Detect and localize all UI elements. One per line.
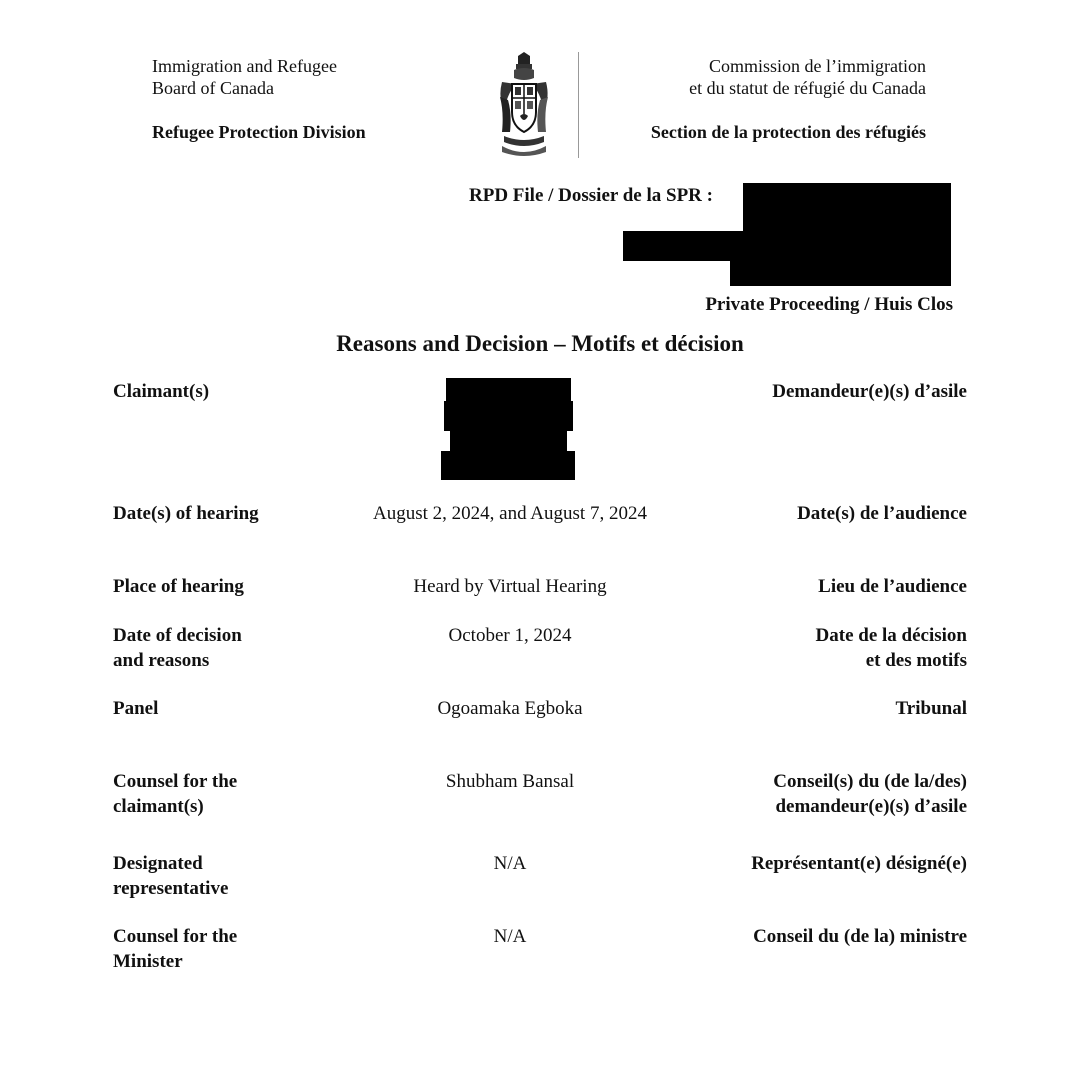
- file-number-label: RPD File / Dossier de la SPR :: [469, 185, 713, 206]
- redacted-file-number: [743, 183, 951, 233]
- redacted-file-number-3: [730, 259, 951, 286]
- designated-rep-label-fr: Représentant(e) désigné(e): [751, 853, 967, 874]
- hearing-place-value: Heard by Virtual Hearing: [413, 576, 607, 597]
- private-proceeding-label: Private Proceeding / Huis Clos: [705, 294, 953, 315]
- redacted-claimant-1: [446, 378, 571, 403]
- minister-counsel-label-fr: Conseil du (de la) ministre: [753, 926, 967, 947]
- board-name-fr-line1: Commission de l’immigration: [709, 56, 926, 76]
- claimants-label-fr: Demandeur(e)(s) d’asile: [772, 381, 967, 402]
- board-name-en-line2: Board of Canada: [152, 78, 274, 98]
- board-name-en: [152, 55, 337, 99]
- claimant-counsel-value: Shubham Bansal: [445, 771, 575, 792]
- redacted-file-number-2: [623, 231, 951, 261]
- claimants-label-en: Claimant(s): [113, 381, 210, 402]
- claimant-counsel-label-fr-line1: Conseil(s) du (de la/des): [773, 771, 967, 792]
- decision-date-label-fr-line2: et des motifs: [865, 650, 967, 671]
- panel-label-en: Panel: [113, 698, 159, 719]
- canada-coat-of-arms-icon: [498, 52, 550, 157]
- hearing-dates-label-en: Date(s) of hearing: [113, 503, 259, 524]
- decision-date-label-en: [113, 623, 333, 673]
- minister-counsel-label-en: [113, 924, 333, 974]
- redacted-claimant-3: [450, 429, 567, 453]
- board-name-fr-line2: et du statut de réfugié du Canada: [689, 78, 926, 98]
- decision-date-label-fr: [647, 623, 967, 673]
- designated-rep-label-en-line2: representative: [113, 878, 229, 899]
- minister-counsel-label-en-line1: Counsel for the: [113, 926, 238, 947]
- panel-label-fr: Tribunal: [895, 698, 967, 719]
- claimant-counsel-label-fr: [647, 769, 967, 819]
- redacted-claimant-4: [441, 451, 575, 480]
- decision-date-label-en-line1: Date of decision: [113, 625, 242, 646]
- minister-counsel-value: N/A: [493, 926, 527, 947]
- board-name-en-line1: Immigration and Refugee: [152, 56, 337, 76]
- designated-rep-label-en-line1: Designated: [113, 853, 203, 874]
- claimant-counsel-label-en-line1: Counsel for the: [113, 771, 238, 792]
- panel-value: Ogoamaka Egboka: [437, 698, 583, 719]
- document-title: Reasons and Decision – Motifs et décision: [336, 331, 744, 356]
- decision-date-value: October 1, 2024: [448, 625, 572, 646]
- board-name-fr: [689, 55, 926, 99]
- claimant-counsel-label-en: [113, 769, 333, 819]
- hearing-dates-value: August 2, 2024, and August 7, 2024: [373, 503, 647, 524]
- hearing-place-label-en: Place of hearing: [113, 576, 244, 597]
- decision-date-label-fr-line1: Date de la décision: [815, 625, 967, 646]
- decision-date-label-en-line2: and reasons: [113, 650, 210, 671]
- designated-rep-value: N/A: [493, 853, 527, 874]
- claimant-counsel-label-en-line2: claimant(s): [113, 796, 204, 817]
- claimant-counsel-label-fr-line2: demandeur(e)(s) d’asile: [775, 796, 967, 817]
- header-divider: [578, 52, 579, 158]
- minister-counsel-label-en-line2: Minister: [113, 951, 183, 972]
- designated-rep-label-en: [113, 851, 333, 901]
- hearing-dates-label-fr: Date(s) de l’audience: [797, 503, 967, 524]
- hearing-place-label-fr: Lieu de l’audience: [818, 576, 967, 597]
- division-fr: Section de la protection des réfugiés: [650, 122, 926, 142]
- redacted-claimant-2: [444, 401, 573, 431]
- division-en: Refugee Protection Division: [152, 122, 366, 142]
